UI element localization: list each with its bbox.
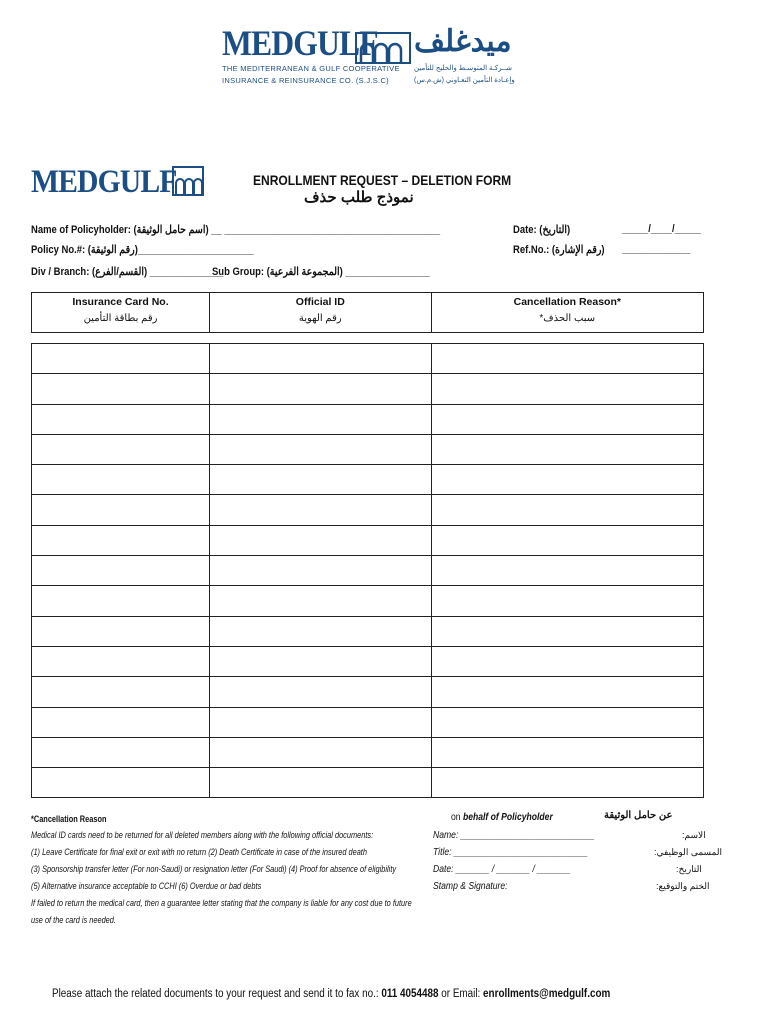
table-row xyxy=(32,404,704,434)
reason-cell[interactable] xyxy=(431,495,703,525)
policy-no-field[interactable]: Policy No.#: (رقم الوثيقة)______________________ xyxy=(31,244,254,256)
reason-cell[interactable] xyxy=(431,374,703,404)
company-name-ar-1: شــركـة المتوسـط والخليج للتأمين xyxy=(414,65,513,72)
card-cell[interactable] xyxy=(32,374,210,404)
reason-cell[interactable] xyxy=(431,707,703,737)
id-cell[interactable] xyxy=(210,707,432,737)
card-cell[interactable] xyxy=(32,344,210,374)
sign-title-field[interactable]: Title: ____________________________ xyxy=(433,847,588,858)
footer-instructions: Please attach the related documents to your request and send it to fax no.: 011 4054488 or Email: enrollments@medgulf.com xyxy=(52,988,611,1000)
table-row xyxy=(32,586,704,616)
column-header-id: Official ID رقم الهوية xyxy=(210,293,432,333)
table-row xyxy=(32,646,704,676)
ref-field[interactable]: _____________ xyxy=(622,243,691,255)
reason-cell[interactable] xyxy=(431,465,703,495)
card-cell[interactable] xyxy=(32,465,210,495)
reason-cell[interactable] xyxy=(431,768,703,798)
policyholder-field[interactable]: Name of Policyholder: (اسم حامل الوثيقة) __ _________________________________________ xyxy=(31,224,441,236)
id-cell[interactable] xyxy=(210,465,432,495)
id-cell[interactable] xyxy=(210,404,432,434)
on-behalf-label: on behalf of Policyholder xyxy=(451,812,553,823)
id-cell[interactable] xyxy=(210,586,432,616)
fax-number: 011 4054488 xyxy=(381,988,439,1000)
reason-cell[interactable] xyxy=(431,434,703,464)
on-behalf-ar: عن حامل الوثيقة xyxy=(604,810,673,821)
form-title-ar: نموذج طلب حذف xyxy=(304,189,414,206)
column-header-card: Insurance Card No. رقم بطاقة التأمين xyxy=(32,293,210,333)
stamp-signature-field[interactable]: Stamp & Signature: xyxy=(433,881,508,892)
table-row xyxy=(32,374,704,404)
reason-cell[interactable] xyxy=(431,525,703,555)
card-cell[interactable] xyxy=(32,646,210,676)
form-title: ENROLLMENT REQUEST – DELETION FORM xyxy=(253,172,512,188)
id-cell[interactable] xyxy=(210,646,432,676)
form-logo xyxy=(31,164,193,201)
table-row xyxy=(32,737,704,767)
company-name-en-2: INSURANCE & REINSURANCE CO. (S.J.S.C) xyxy=(222,76,389,85)
company-name-en-1: THE MEDITERRANEAN & GULF COOPERATIVE xyxy=(222,64,400,73)
table-row xyxy=(32,525,704,555)
stamp-ar: الختم والتوقيع: xyxy=(656,881,710,891)
table-row xyxy=(32,677,704,707)
title-ar: المسمى الوظيفي: xyxy=(654,847,723,857)
card-cell[interactable] xyxy=(32,677,210,707)
notes-heading: *Cancellation Reason xyxy=(31,814,107,824)
ref-label: Ref.No.: (رقم الإشارة) xyxy=(513,244,605,256)
table-row xyxy=(32,768,704,798)
date-ar: التاريخ: xyxy=(676,864,702,874)
card-cell[interactable] xyxy=(32,495,210,525)
note-line: use of the card is needed. xyxy=(31,915,116,925)
table-row xyxy=(32,434,704,464)
reason-cell[interactable] xyxy=(431,616,703,646)
note-line: (3) Sponsorship transfer letter (For non-Saudi) or resignation letter (For Saudi) (4) Proof for absence of eligibility xyxy=(31,864,397,874)
id-cell[interactable] xyxy=(210,374,432,404)
card-cell[interactable] xyxy=(32,404,210,434)
note-line: If failed to return the medical card, then a guarantee letter stating that the company is liable for any cost due to future xyxy=(31,898,412,908)
id-cell[interactable] xyxy=(210,344,432,374)
arches-logo-icon xyxy=(355,32,411,64)
card-cell[interactable] xyxy=(32,737,210,767)
sign-name-field[interactable]: Name: ____________________________ xyxy=(433,830,595,841)
company-logo-header xyxy=(222,22,552,92)
name-ar: الاسم: xyxy=(682,830,706,840)
email-link[interactable]: enrollments@medgulf.com xyxy=(483,988,611,1000)
reason-cell[interactable] xyxy=(431,677,703,707)
id-cell[interactable] xyxy=(210,495,432,525)
card-cell[interactable] xyxy=(32,434,210,464)
company-name-ar-2: وإعـادة التأمين التعـاوني (ش.م.س) xyxy=(414,77,515,84)
card-cell[interactable] xyxy=(32,586,210,616)
id-cell[interactable] xyxy=(210,434,432,464)
card-cell[interactable] xyxy=(32,525,210,555)
sub-group-field[interactable]: Sub Group: (المجموعة الفرعية) ________________ xyxy=(212,266,430,278)
id-cell[interactable] xyxy=(210,768,432,798)
table-row xyxy=(32,344,704,374)
reason-cell[interactable] xyxy=(431,737,703,767)
table-row xyxy=(32,465,704,495)
reason-cell[interactable] xyxy=(431,646,703,676)
id-cell[interactable] xyxy=(210,556,432,586)
reason-cell[interactable] xyxy=(431,404,703,434)
table-row xyxy=(32,616,704,646)
form-arches-icon xyxy=(172,166,204,196)
note-line: Medical ID cards need to be returned for all deleted members along with the following official documents: xyxy=(31,830,374,840)
logo-arabic: ميدغلف xyxy=(414,25,512,58)
div-branch-field[interactable]: Div / Branch: (القسم/الفرع) ______________ xyxy=(31,266,224,278)
reason-cell[interactable] xyxy=(431,556,703,586)
deletion-table xyxy=(31,292,704,798)
sign-date-field[interactable]: Date: _______ / _______ / _______ xyxy=(433,864,571,875)
table-row xyxy=(32,556,704,586)
reason-cell[interactable] xyxy=(431,344,703,374)
id-cell[interactable] xyxy=(210,616,432,646)
card-cell[interactable] xyxy=(32,616,210,646)
table-row xyxy=(32,707,704,737)
form-logo-wordmark: MEDGULF xyxy=(31,164,177,200)
date-field[interactable]: _____/____/_____ xyxy=(622,223,701,235)
card-cell[interactable] xyxy=(32,768,210,798)
note-line: (1) Leave Certificate for final exit or exit with no return (2) Death Certificate in case of the insured death xyxy=(31,847,367,857)
id-cell[interactable] xyxy=(210,677,432,707)
id-cell[interactable] xyxy=(210,737,432,767)
column-header-reason: Cancellation Reason* سبب الحذف* xyxy=(431,293,703,333)
date-label: Date: (التاريخ) xyxy=(513,224,571,236)
card-cell[interactable] xyxy=(32,707,210,737)
note-line: (5) Alternative insurance acceptable to CCHI (6) Overdue or bad debts xyxy=(31,881,262,891)
card-cell[interactable] xyxy=(32,556,210,586)
id-cell[interactable] xyxy=(210,525,432,555)
logo-wordmark: MEDGULF xyxy=(222,23,378,63)
table-row xyxy=(32,495,704,525)
reason-cell[interactable] xyxy=(431,586,703,616)
